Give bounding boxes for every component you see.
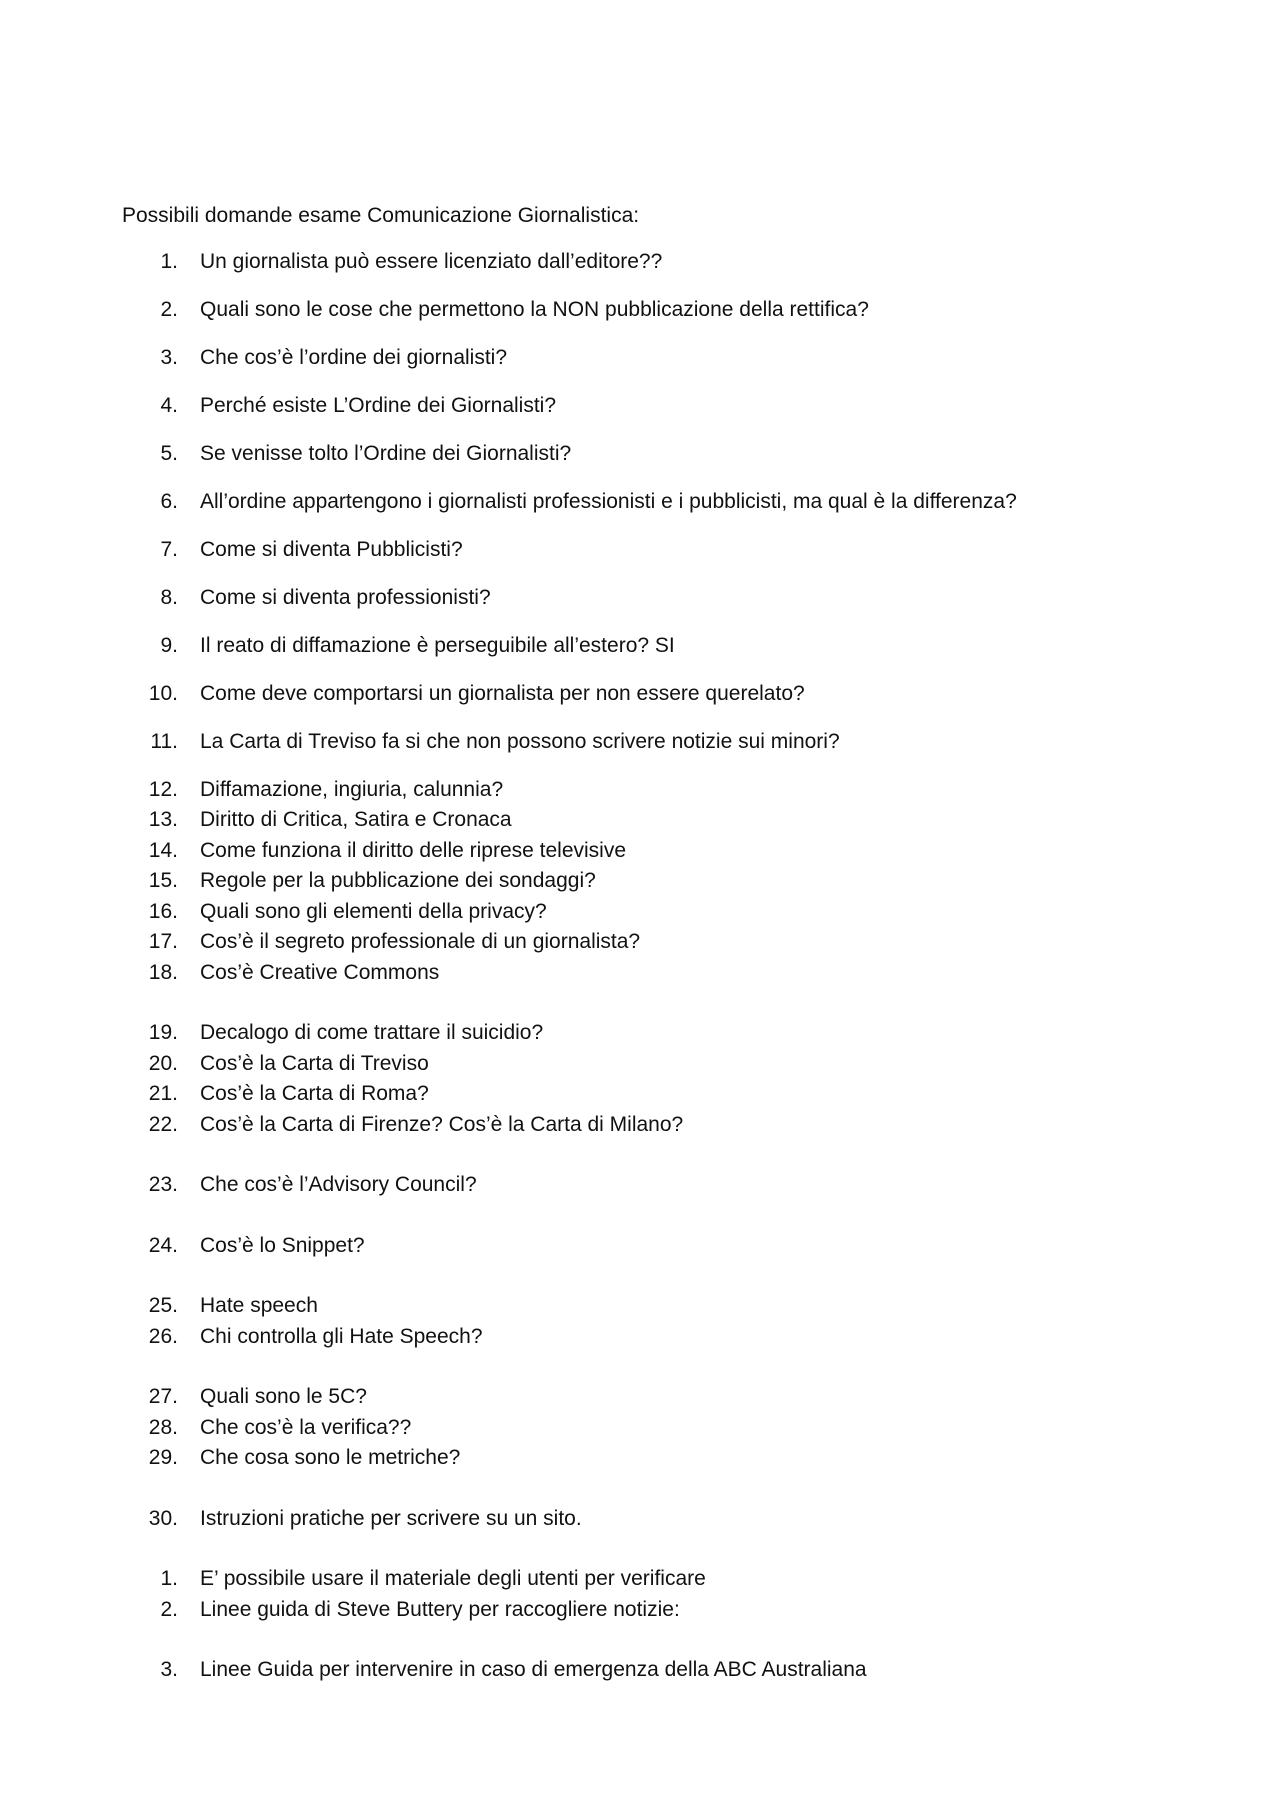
list-item-number: 18.	[148, 961, 178, 984]
list-item-number: 9.	[160, 634, 178, 657]
list-item-number: 20.	[148, 1052, 178, 1075]
list-item-number: 21.	[148, 1082, 178, 1105]
list-item-number: 22.	[148, 1113, 178, 1136]
list-item-text: Che cosa sono le metriche?	[200, 1446, 461, 1469]
list-item-text: Istruzioni pratiche per scrivere su un sito.	[200, 1507, 582, 1530]
list-item-number: 25.	[148, 1294, 178, 1317]
list-item-number: 1.	[160, 1567, 178, 1590]
list-item-text: Quali sono le 5C?	[200, 1385, 367, 1408]
list-item-text: Quali sono le cose che permettono la NON pubblicazione della rettifica?	[200, 298, 869, 321]
list-item-number: 30.	[148, 1507, 178, 1530]
list-item-text: Come si diventa Pubblicisti?	[200, 538, 463, 561]
list-item-text: Decalogo di come trattare il suicidio?	[200, 1021, 544, 1044]
list-item-number: 13.	[148, 808, 178, 831]
list-item-number: 6.	[160, 490, 178, 513]
list-item-number: 7.	[160, 538, 178, 561]
list-item-number: 15.	[148, 869, 178, 892]
list-item-number: 16.	[148, 900, 178, 923]
list-item-text: Se venisse tolto l’Ordine dei Giornalisti?	[200, 442, 572, 465]
list-item-text: Perché esiste L’Ordine dei Giornalisti?	[200, 394, 557, 417]
list-item-number: 8.	[160, 586, 178, 609]
list-item-text: Linee Guida per intervenire in caso di emergenza della ABC Australiana	[200, 1658, 867, 1681]
list-item-number: 11.	[150, 730, 178, 753]
list-item-number: 12.	[148, 778, 178, 801]
list-item-text: Come si diventa professionisti?	[200, 586, 491, 609]
list-item-text: Diritto di Critica, Satira e Cronaca	[200, 808, 512, 831]
list-item-text: Quali sono gli elementi della privacy?	[200, 900, 547, 923]
list-item-text: Linee guida di Steve Buttery per raccogliere notizie:	[200, 1598, 680, 1621]
list-item-text: Cos’è lo Snippet?	[200, 1234, 365, 1257]
list-item-text: Cos’è la Carta di Roma?	[200, 1082, 429, 1105]
list-item-text: Come deve comportarsi un giornalista per non essere querelato?	[200, 682, 805, 705]
list-item-number: 17.	[148, 930, 178, 953]
list-item-text: Che cos’è l’ordine dei giornalisti?	[200, 346, 508, 369]
list-item-text: Cos’è il segreto professionale di un giornalista?	[200, 930, 641, 953]
list-item-number: 14.	[148, 839, 178, 862]
list-item-number: 28.	[148, 1416, 178, 1439]
list-item-text: Che cos’è la verifica??	[200, 1416, 412, 1439]
list-item-number: 2.	[160, 298, 178, 321]
list-item-text: Chi controlla gli Hate Speech?	[200, 1325, 483, 1348]
list-item-text: Cos’è la Carta di Treviso	[200, 1052, 429, 1075]
page-title: Possibili domande esame Comunicazione Giornalistica:	[122, 204, 640, 227]
list-item-text: E’ possibile usare il materiale degli utenti per verificare	[200, 1567, 706, 1590]
list-item-number: 5.	[160, 442, 178, 465]
list-item-number: 3.	[160, 1658, 178, 1681]
list-item-text: Come funziona il diritto delle riprese televisive	[200, 839, 627, 862]
list-item-number: 24.	[148, 1234, 178, 1257]
list-item-number: 4.	[160, 394, 178, 417]
list-item-text: La Carta di Treviso fa si che non possono scrivere notizie sui minori?	[200, 730, 840, 753]
list-item-number: 2.	[160, 1598, 178, 1621]
list-item-text: Cos’è la Carta di Firenze? Cos’è la Carta di Milano?	[200, 1113, 684, 1136]
list-item-text: Hate speech	[200, 1294, 318, 1317]
list-item-number: 29.	[148, 1446, 178, 1469]
list-item-number: 3.	[160, 346, 178, 369]
list-item-text: Che cos’è l’Advisory Council?	[200, 1173, 477, 1196]
list-item-text: Regole per la pubblicazione dei sondaggi?	[200, 869, 596, 892]
list-item-number: 23.	[148, 1173, 178, 1196]
list-item-number: 26.	[148, 1325, 178, 1348]
list-item-number: 27.	[148, 1385, 178, 1408]
list-item-number: 10.	[148, 682, 178, 705]
list-item-text: Il reato di diffamazione è perseguibile all’estero? SI	[200, 634, 675, 657]
list-item-number: 19.	[148, 1021, 178, 1044]
list-item-text: All’ordine appartengono i giornalisti professionisti e i pubblicisti, ma qual è la differenza?	[200, 490, 1017, 513]
list-item-text: Diffamazione, ingiuria, calunnia?	[200, 778, 504, 801]
list-item-text: Cos’è Creative Commons	[200, 961, 440, 984]
list-item-text: Un giornalista può essere licenziato dall’editore??	[200, 250, 663, 273]
list-item-number: 1.	[160, 250, 178, 273]
